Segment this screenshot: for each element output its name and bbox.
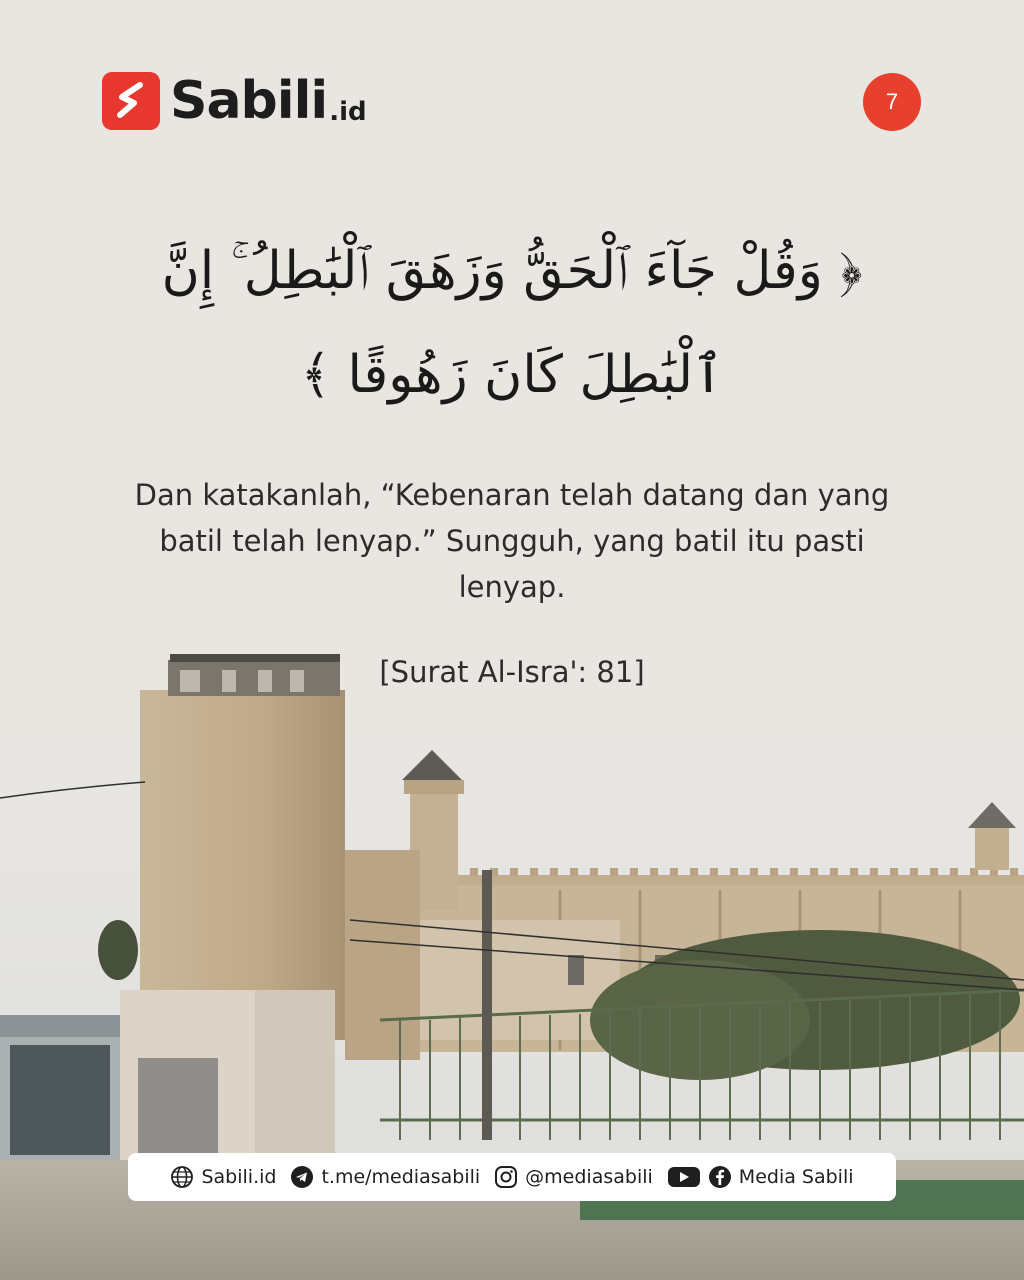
arabic-verse-line-1: ﴿ وَقُلْ جَآءَ ٱلْحَقُّ وَزَهَقَ ٱلْبَٰطِلُ ۚ إِنَّ — [161, 241, 863, 301]
verse-reference: [Surat Al-Isra': 81] — [379, 655, 645, 689]
page-number-badge: 7 — [863, 73, 921, 131]
telegram-link[interactable] — [290, 1165, 480, 1189]
brand-logo — [102, 72, 367, 130]
facebook-icon — [708, 1165, 732, 1189]
website-link[interactable] — [170, 1165, 276, 1189]
youtube-facebook-link[interactable] — [667, 1165, 854, 1189]
youtube-icon — [667, 1165, 701, 1189]
youtube-facebook-label: Media Sabili — [738, 1166, 854, 1188]
instagram-link[interactable] — [494, 1165, 653, 1189]
globe-icon — [170, 1165, 194, 1189]
logo-mark-icon — [102, 72, 160, 130]
brand-name: Sabili — [170, 71, 328, 131]
brand-tld: .id — [329, 97, 367, 127]
verse-translation: Dan katakanlah, “Kebenaran telah datang dan yang batil telah lenyap.” Sungguh, yang batil itu pasti lenyap. — [134, 478, 890, 604]
instagram-label: @mediasabili — [525, 1166, 653, 1188]
social-links-bar — [128, 1153, 896, 1201]
instagram-icon — [494, 1165, 518, 1189]
arabic-verse-line-2: ٱلْبَٰطِلَ كَانَ زَهُوقًا ﴾ — [300, 345, 724, 405]
telegram-label: t.me/mediasabili — [321, 1166, 481, 1188]
telegram-icon — [290, 1165, 314, 1189]
website-label: Sabili.id — [201, 1166, 277, 1188]
